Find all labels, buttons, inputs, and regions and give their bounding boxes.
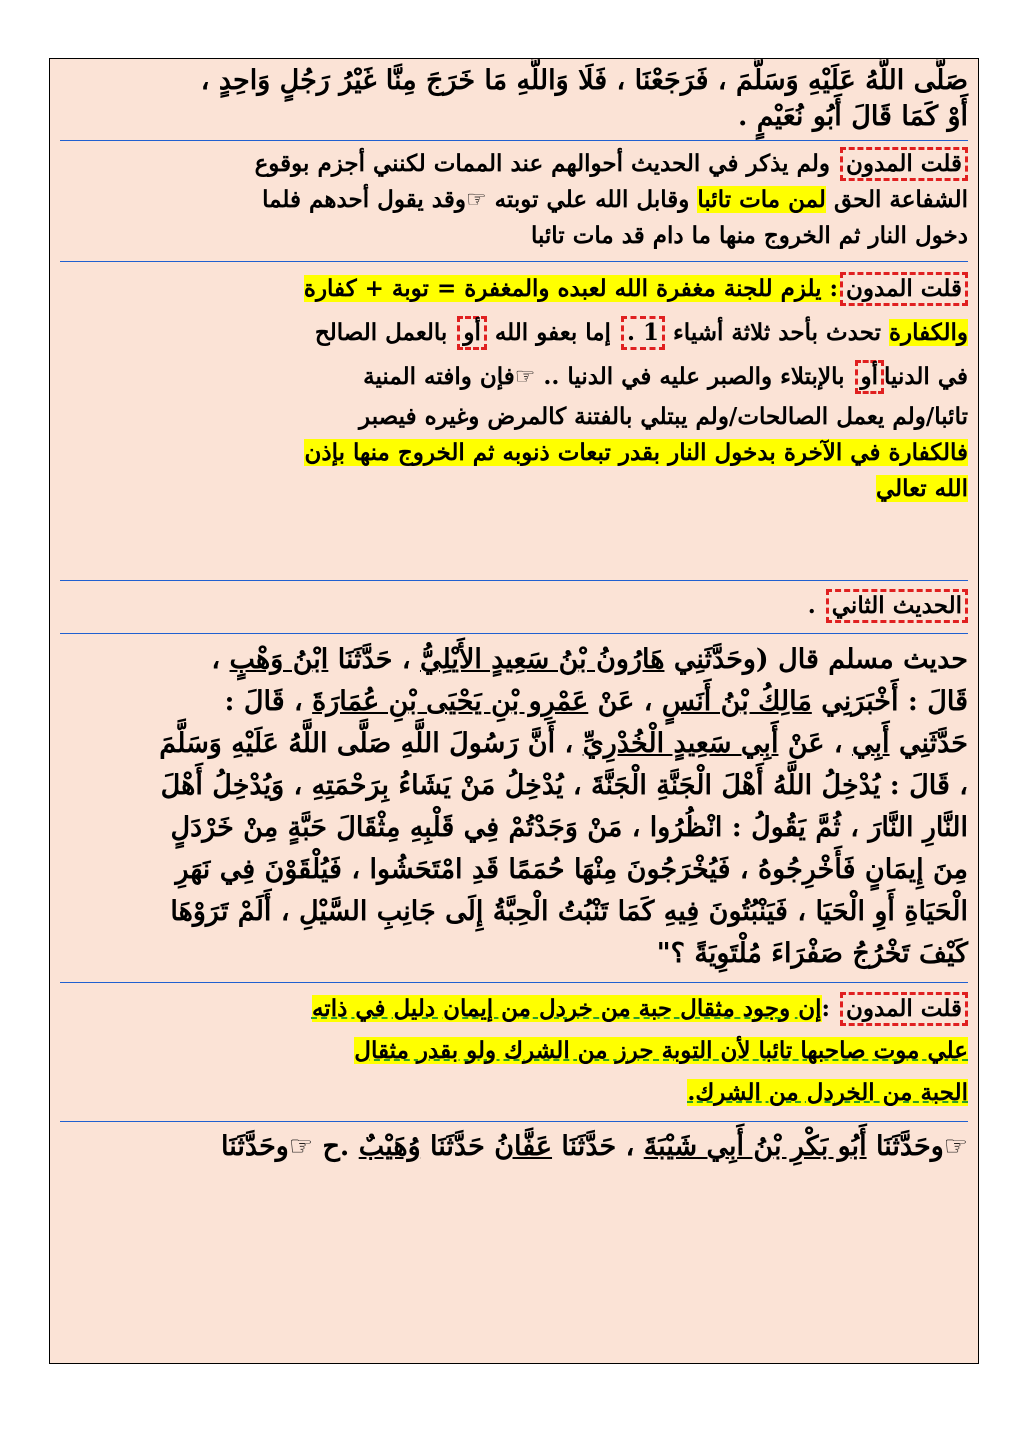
narrator-name: أَبِي (852, 728, 890, 759)
divider (60, 580, 968, 581)
text-line (60, 723, 968, 765)
text-line: النَّارِ النَّارَ ، ثُمَّ يَقُولُ : انْظُرُوا ، مَنْ وَجَدْتُمْ فِي قَلْبِهِ مِثْقَالَ حَبَّةٍ مِنْ خَرْدَلٍ (170, 812, 968, 843)
section-heading (60, 586, 968, 630)
highlight: إن وجود مثقال حبة من خردل من إيمان دليل في ذاته (311, 995, 822, 1022)
text-line: كَيْفَ تَخْرُجُ صَفْرَاءَ مُلْتَوِيَةً ؟" (656, 938, 968, 969)
text-line: أَوْ كَمَا قَالَ أَبُو نُعَيْمٍ . (737, 101, 968, 132)
narrator-name: أَبِي سَعِيدٍ الْخُدْرِيِّ (582, 728, 779, 759)
pointing-hand-icon: ☞ (465, 187, 487, 213)
narrator-name: مَالِكُ بْنُ أَنَسٍ (661, 686, 812, 717)
text-span: حَدَّثَنَا (420, 1131, 495, 1162)
text-span: فإن وافته المنية (363, 363, 515, 390)
highlight: فالكفارة في الآخرة بدخول النار بقدر تبعات ذنوبه ثم الخروج منها بإذن (304, 439, 968, 466)
text-span: . (807, 592, 824, 619)
text-span: وقد يقول أحدهم فلما (262, 186, 466, 213)
text-span: قَالَ : أَخْبَرَنِي (811, 686, 968, 717)
blogger-tag: قلت المدون (840, 147, 968, 181)
blogger-tag: قلت المدون (840, 272, 968, 306)
text-span: ، أَنَّ رَسُولَ اللَّهِ صَلَّى اللَّهُ عَلَيْهِ وَسَلَّمَ (159, 728, 583, 759)
highlight: : يلزم للجنة مغفرة الله لعبده والمغفرة = توبة + كفارة (303, 275, 839, 302)
hadith-continuation (60, 63, 968, 137)
text-span: تحدث بأحد ثلاثة أشياء (664, 319, 889, 346)
text-span: الشفاعة الحق (825, 186, 968, 213)
text-line (60, 988, 968, 1030)
text-span: بالإبتلاء والصبر عليه في الدنيا .. (535, 363, 853, 390)
text-span: ، (211, 644, 230, 675)
blogger-note-3 (60, 988, 968, 1118)
narrator-name: عَفَّانُ (494, 1131, 553, 1162)
text-line: الْحَيَاةِ أَوِ الْحَيَا ، فَيَنْبُتُونَ فِيهِ كَمَا تَنْبُتُ الْحِبَّةُ إِلَى جَانِبِ السَّيْلِ ، أَلَمْ تَرَوْهَا (170, 896, 968, 927)
second-hadith-tag: الحديث الثاني (826, 589, 968, 623)
text-line (60, 1030, 968, 1072)
highlight: والكفارة (888, 319, 968, 346)
text-span: .ح (313, 1131, 359, 1162)
narrator-name: أَبُو بَكْرِ بْنُ أَبِي شَيْبَةَ (643, 1131, 867, 1162)
blogger-note-2 (60, 267, 968, 577)
text-span: حَدَّثَنِي (889, 728, 968, 759)
text-line (60, 311, 968, 355)
text-line: ، قَالَ : يُدْخِلُ اللَّهُ أَهْلَ الْجَنَّةِ الْجَنَّةَ ، يُدْخِلُ مَنْ يَشَاءُ بِرَحْمَتِهِ ، وَيُدْخِلُ أَهْلَ (160, 770, 968, 801)
text-span: وحَدَّثَنَا (866, 1131, 944, 1162)
pointing-hand-icon: ☞ (288, 1131, 314, 1162)
text-line (60, 639, 968, 681)
hadith-text (60, 639, 968, 979)
blogger-note-1 (60, 146, 968, 258)
text-line (60, 1072, 968, 1114)
pointing-hand-icon: ☞ (514, 364, 536, 390)
text-span: ولم يذكر في الحديث أحوالهم عند الممات لكنني أجزم بوقوع (254, 150, 839, 177)
text-span: في الدنيا (884, 363, 968, 390)
text-span: ، عَنْ (778, 728, 853, 759)
text-line (60, 355, 968, 399)
narrator-name: هَارُونُ بْنُ سَعِيدٍ الأَيْلِيُّ (419, 644, 665, 675)
divider (60, 1121, 968, 1122)
divider (60, 982, 968, 983)
text-line: دخول النار ثم الخروج منها ما دام قد مات تائبا (530, 222, 968, 249)
text-span: وقابل الله علي توبته (486, 186, 698, 213)
text-line (60, 435, 968, 471)
blogger-tag: قلت المدون (840, 992, 968, 1026)
divider (60, 140, 968, 141)
text-span: : (821, 995, 839, 1022)
text-span: ، حَدَّثَنَا (552, 1131, 644, 1162)
text-span: وحَدَّثَنَا (221, 1131, 289, 1162)
text-span: إما بعفو الله (486, 319, 619, 346)
pointing-hand-icon: ☞ (943, 1131, 968, 1162)
text-line: مِنَ إِيمَانٍ فَأَخْرِجُوهُ ، فَيُخْرَجُونَ مِنْهَا حُمَمًا قَدِ امْتَحَشُوا ، فَيُلْقَوْنَ فِي نَهَرِ (175, 854, 968, 885)
highlight: لمن مات تائبا (697, 186, 826, 213)
text-line (60, 471, 968, 507)
divider (60, 261, 968, 262)
text-span: بالعمل الصالح (314, 319, 456, 346)
narrator-name: عَمْرِو بْنِ يَحْيَى بْنِ عُمَارَةَ (312, 686, 589, 717)
text-span: ، عَنْ (588, 686, 662, 717)
document-page (49, 58, 979, 1364)
text-span: ، حَدَّثَنَا (328, 644, 420, 675)
number-tag: 1 . (621, 316, 665, 350)
text-line (60, 267, 968, 311)
highlight: علي موت صاحبها تائبا لأن التوبة حرز من الشرك ولو بقدر مثقال (354, 1037, 968, 1064)
text-span: ، قَالَ : (224, 686, 313, 717)
text-line (60, 146, 968, 182)
next-chain (60, 1127, 968, 1167)
text-line (60, 182, 968, 218)
text-span: حديث مسلم قال (وحَدَّثَنِي (664, 644, 968, 675)
highlight: الله تعالي (875, 475, 968, 502)
narrator-name: وُهَيْبٌ (358, 1131, 421, 1162)
narrator-name: ابْنُ وَهْبٍ (229, 644, 329, 675)
highlight: الحبة من الخردل من الشرك. (687, 1079, 968, 1106)
divider (60, 633, 968, 634)
or-tag: أو (855, 360, 885, 394)
text-line: صَلَّى اللَّهُ عَلَيْهِ وَسَلَّمَ ، فَرَجَعْنَا ، فَلَا وَاللَّهِ مَا خَرَجَ مِنَّا غَيْرُ رَجُلٍ وَاحِدٍ ، (200, 65, 968, 96)
text-line (60, 681, 968, 723)
or-tag: أو (457, 316, 487, 350)
text-line: تائبا/ولم يعمل الصالحات/ولم يبتلي بالفتنة كالمرض وغيره فيصبر (359, 403, 968, 430)
